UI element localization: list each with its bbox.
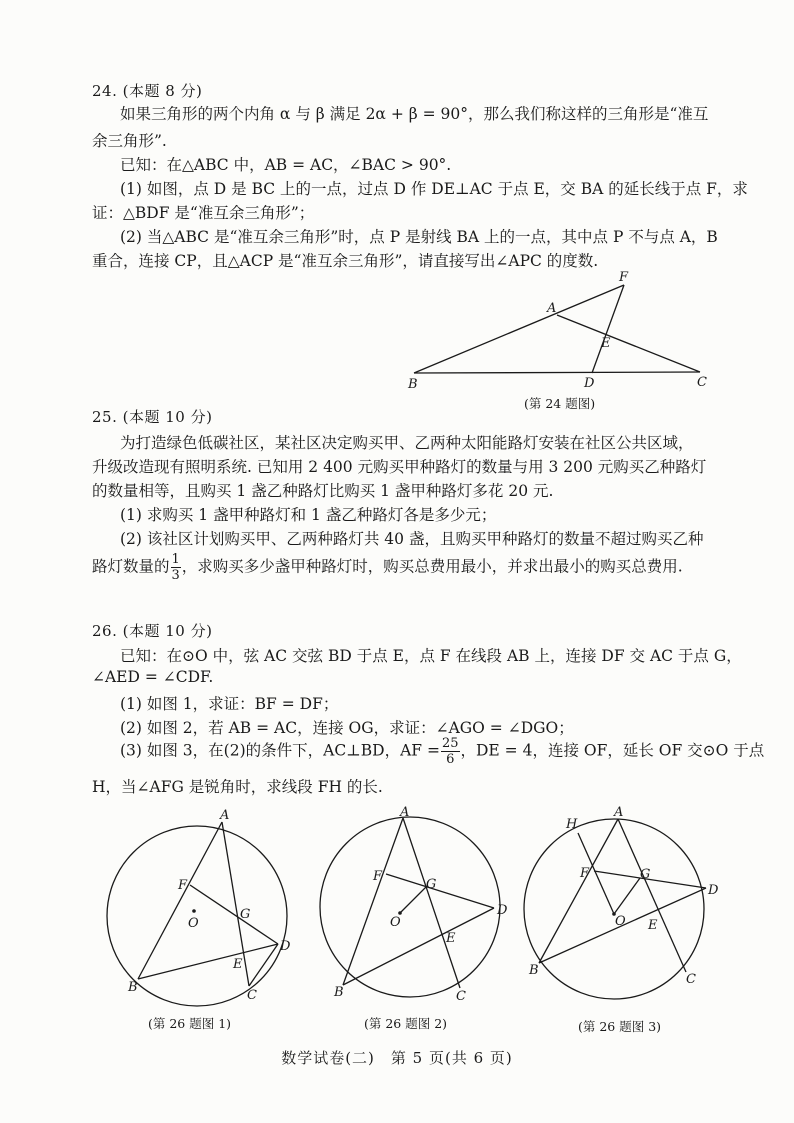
fraction-one-third <box>171 552 181 583</box>
q24-def-line2: 余三角形”. <box>92 132 167 150</box>
q25-line2: 升级改造现有照明系统. 已知用 2 400 元购买甲种路灯的数量与用 3 200 元购买乙种路灯 <box>92 458 707 476</box>
q24-figure <box>400 268 720 418</box>
fig2-circle <box>320 817 500 997</box>
fig3-label-H: H <box>566 817 578 832</box>
q25-part2-post: ，求购买多少盏甲种路灯时，购买总费用最小，并求出最小的购买总费用. <box>181 557 683 576</box>
q26-part3-line2: H，当∠AFG 是锐角时，求线段 FH 的长. <box>92 778 383 796</box>
fig3-label-B: B <box>529 963 539 978</box>
q24-figure-caption: (第 24 题图) <box>524 396 596 411</box>
fig2-label-O: O <box>390 915 401 930</box>
fig3-label-G: G <box>640 867 651 882</box>
fig3-AC <box>618 819 686 972</box>
q26-figure-1 <box>96 805 306 1035</box>
fig2-label-E: E <box>446 931 456 946</box>
q25-line1: 为打造绿色低碳社区，某社区决定购买甲、乙两种太阳能路灯安装在社区公共区域， <box>120 434 694 452</box>
q26-part3-pre: (3) 如图 3，在(2)的条件下，AC⊥BD，AF = <box>120 741 440 760</box>
q24-label-F: F <box>619 270 629 285</box>
fig3-caption: (第 26 题图 3) <box>578 1019 662 1034</box>
q24-segment-FD <box>592 285 624 373</box>
q24-part2-line1: (2) 当△ABC 是“准互余三角形”时，点 P 是射线 BA 上的一点，其中点 P 不与点 A，B <box>120 228 718 246</box>
fig2-caption: (第 26 题图 2) <box>364 1016 448 1031</box>
fig2-FD <box>386 874 494 908</box>
fig2-label-G: G <box>426 877 437 892</box>
q26-part3-line1 <box>120 736 764 767</box>
fig2-label-A: A <box>400 805 410 820</box>
q24-label-B: B <box>408 377 418 392</box>
q25-part2-pre: 路灯数量的 <box>92 557 170 576</box>
q26-line2: ∠AED = ∠CDF. <box>92 668 214 686</box>
fig3-label-D: D <box>708 883 719 898</box>
q24-part1-line2: 证：△BDF 是“准互余三角形”； <box>92 204 315 222</box>
q24-part2-line2: 重合，连接 CP，且△ACP 是“准互余三角形”，请直接写出∠APC 的度数. <box>92 252 599 270</box>
fig1-label-A: A <box>220 808 230 823</box>
fig2-label-F: F <box>373 869 383 884</box>
fig1-label-F: F <box>178 878 188 893</box>
fig3-circle <box>524 819 704 999</box>
fig1-label-B: B <box>128 980 138 995</box>
q26-part3-post: ，DE = 4，连接 OF，延长 OF 交⊙O 于点 <box>460 741 765 760</box>
q24-header: 24. (本题 8 分) <box>92 82 203 100</box>
q24-part1-line1: (1) 如图，点 D 是 BC 上的一点，过点 D 作 DE⊥AC 于点 E，交 BA 的延长线于点 F，求 <box>120 180 748 198</box>
fig2-label-D: D <box>497 903 508 918</box>
fraction-numerator: 1 <box>171 552 180 567</box>
q26-part1: (1) 如图 1，求证：BF = DF； <box>120 695 339 713</box>
page-footer: 数学试卷(二) 第 5 页(共 6 页) <box>281 1049 513 1067</box>
fig2-label-B: B <box>334 985 344 1000</box>
fig1-label-G: G <box>240 907 251 922</box>
q25-part2-line2 <box>92 552 683 583</box>
fig1-AB <box>138 822 222 979</box>
q24-segment-BC <box>414 372 700 373</box>
q26-figure-3 <box>518 805 728 1035</box>
q24-label-D: D <box>584 376 595 391</box>
q26-header: 26. (本题 10 分) <box>92 622 213 640</box>
fraction-denominator: 6 <box>446 752 455 767</box>
fig3-label-A: A <box>614 805 624 820</box>
q26-line1: 已知：在⊙O 中，弦 AC 交弦 BD 于点 E，点 F 在线段 AB 上，连接 DF 交 AC 于点 G， <box>120 647 742 665</box>
q26-figure-2 <box>310 805 520 1035</box>
fig1-label-C: C <box>247 988 257 1003</box>
fig1-label-O: O <box>188 916 199 931</box>
q24-given: 已知：在△ABC 中，AB = AC，∠BAC > 90°. <box>120 156 452 174</box>
fig2-AC <box>403 818 460 988</box>
q25-part2-line1: (2) 该社区计划购买甲、乙两种路灯共 40 盏，且购买甲种路灯的数量不超过购买乙种 <box>120 530 704 548</box>
q25-header: 25. (本题 10 分) <box>92 408 213 426</box>
fig1-label-E: E <box>233 957 243 972</box>
q25-line3: 的数量相等，且购买 1 盏乙种路灯比购买 1 盏甲种路灯多花 20 元. <box>92 482 554 500</box>
fig1-label-D: D <box>280 939 291 954</box>
fig3-label-O: O <box>615 914 626 929</box>
fig3-label-E: E <box>648 918 658 933</box>
fig1-caption: (第 26 题图 1) <box>148 1016 232 1031</box>
q24-label-C: C <box>697 375 707 390</box>
fraction-25-6 <box>441 736 460 767</box>
q24-segment-AC <box>557 315 700 372</box>
fraction-numerator: 25 <box>441 736 459 751</box>
q26-part2: (2) 如图 2，若 AB = AC，连接 OG，求证：∠AGO = ∠DGO； <box>120 719 574 737</box>
fig3-label-F: F <box>580 866 590 881</box>
q24-def-line1: 如果三角形的两个内角 α 与 β 满足 2α + β = 90°，那么我们称这样的三角形是“准互 <box>120 105 709 123</box>
q24-label-A: A <box>547 301 557 316</box>
q25-part1: (1) 求购买 1 盏甲种路灯和 1 盏乙种路灯各是多少元； <box>120 506 497 524</box>
fig3-label-C: C <box>686 972 696 987</box>
fig1-center-O <box>192 909 196 913</box>
fig2-AB <box>343 818 403 985</box>
fig3-AB <box>539 819 618 963</box>
fig2-label-C: C <box>456 989 466 1004</box>
q24-label-E: E <box>601 336 611 351</box>
fraction-denominator: 3 <box>171 568 180 583</box>
fig3-OG <box>614 878 640 914</box>
fig2-OG <box>400 886 427 913</box>
